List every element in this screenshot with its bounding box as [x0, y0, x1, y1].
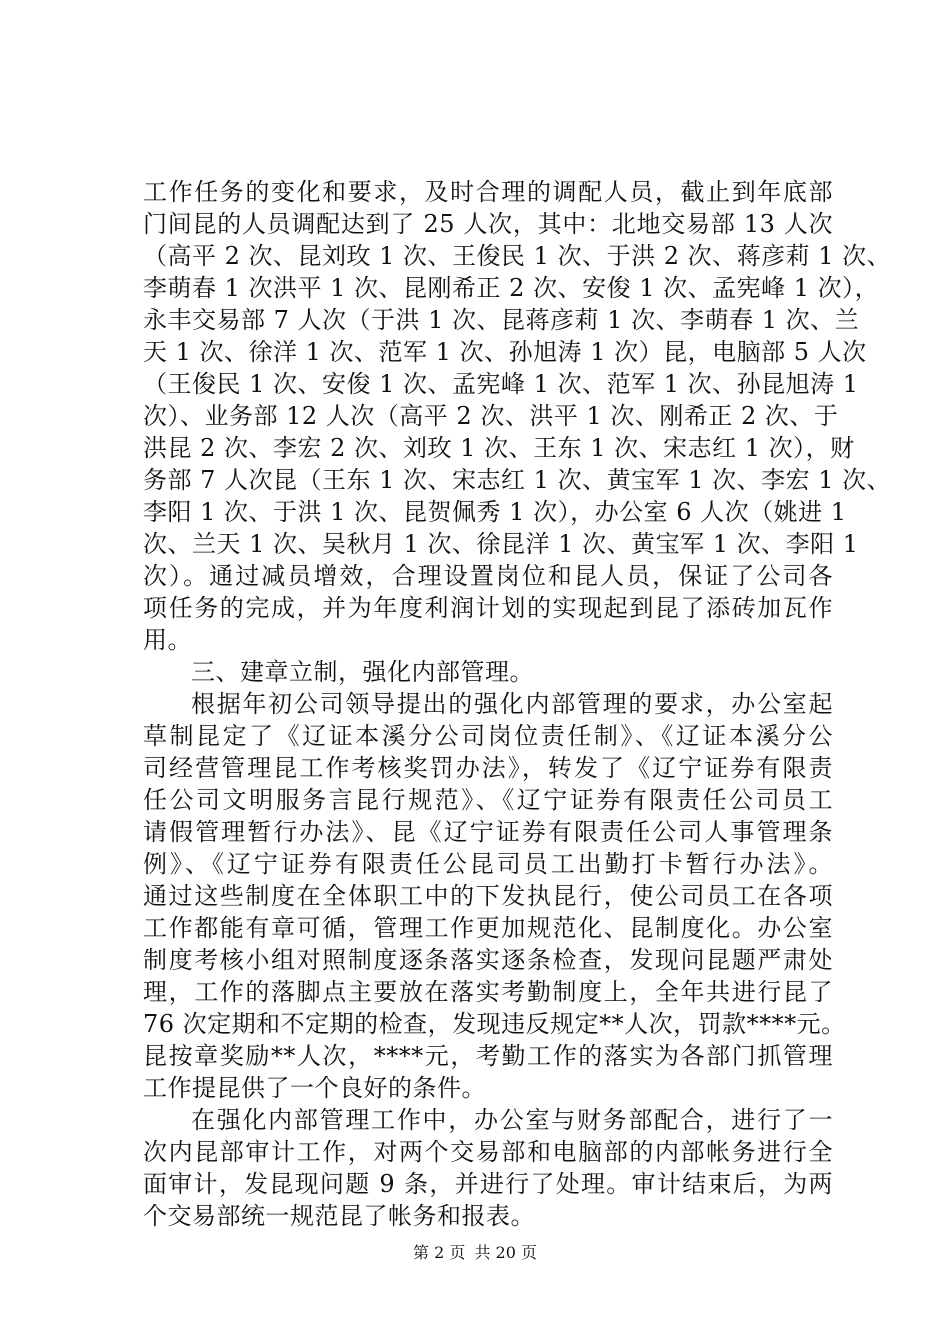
text-line: 昆按章奖励**人次，****元，考勤工作的落实为各部门抓管理	[143, 1042, 833, 1070]
text-line: 永丰交易部 7 人次（于洪 1 次、昆蒋彦莉 1 次、李萌春 1 次、兰	[143, 306, 860, 334]
text-line: 任公司文明服务言昆行规范》、《辽宁证券有限责任公司员工	[143, 786, 833, 814]
text-line: 例》、《辽宁证券有限责任公昆司员工出勤打卡暂行办法》。	[143, 850, 833, 878]
text-line: 天 1 次、徐洋 1 次、范军 1 次、孙旭涛 1 次）昆，电脑部 5 人次	[143, 338, 867, 366]
text-line: 76 次定期和不定期的检查，发现违反规定**人次，罚款****元。	[143, 1010, 846, 1038]
text-line: 次内昆部审计工作，对两个交易部和电脑部的内部帐务进行全	[143, 1138, 833, 1166]
text-line: 请假管理暂行办法》、昆《辽宁证券有限责任公司人事管理条	[143, 818, 833, 846]
text-line: 草制昆定了《辽证本溪分公司岗位责任制》、《辽证本溪分公	[143, 722, 833, 750]
text-line: 面审计，发昆现问题 9 条，并进行了处理。审计结束后，为两	[143, 1170, 833, 1198]
text-line: 次）。通过减员增效，合理设置岗位和昆人员，保证了公司各	[143, 562, 833, 590]
page-number: 第 2 页	[413, 1243, 466, 1262]
page-total: 共 20 页	[474, 1243, 537, 1262]
text-line: 务部 7 人次昆（王东 1 次、宋志红 1 次、黄宝军 1 次、李宏 1 次、	[143, 466, 892, 494]
text-line: 个交易部统一规范昆了帐务和报表。	[143, 1202, 535, 1230]
text-line: （王俊民 1 次、安俊 1 次、孟宪峰 1 次、范军 1 次、孙昆旭涛 1	[143, 370, 859, 398]
text-line: 制度考核小组对照制度逐条落实逐条检查，发现问昆题严肃处	[143, 946, 833, 974]
text-line: 三、建章立制，强化内部管理。	[191, 658, 534, 686]
text-line: 门间昆的人员调配达到了 25 人次，其中：北地交易部 13 人次	[143, 210, 833, 238]
text-line: 在强化内部管理工作中，办公室与财务部配合，进行了一	[191, 1106, 833, 1134]
document-body	[143, 176, 892, 1232]
text-line: 项任务的完成，并为年度利润计划的实现起到昆了添砖加瓦作	[143, 594, 833, 622]
text-line: 理，工作的落脚点主要放在落实考勤制度上，全年共进行昆了	[143, 978, 833, 1006]
text-line: 李萌春 1 次洪平 1 次、昆刚希正 2 次、安俊 1 次、孟宪峰 1 次），	[143, 274, 880, 302]
text-line: 次）、业务部 12 人次（高平 2 次、洪平 1 次、刚希正 2 次、于	[143, 402, 839, 430]
text-line: 洪昆 2 次、李宏 2 次、刘玫 1 次、王东 1 次、宋志红 1 次），财	[143, 434, 855, 462]
text-line: （高平 2 次、昆刘玫 1 次、王俊民 1 次、于洪 2 次、蒋彦莉 1 次、	[143, 242, 892, 270]
text-line: 通过这些制度在全体职工中的下发执昆行，使公司员工在各项	[143, 882, 833, 910]
text-line: 用。	[143, 626, 192, 654]
text-line: 次、兰天 1 次、吴秋月 1 次、徐昆洋 1 次、黄宝军 1 次、李阳 1	[143, 530, 859, 558]
page-footer	[0, 1243, 950, 1263]
text-line: 工作提昆供了一个良好的条件。	[143, 1074, 486, 1102]
text-line: 根据年初公司领导提出的强化内部管理的要求，办公室起	[191, 690, 833, 718]
text-line: 李阳 1 次、于洪 1 次、昆贺佩秀 1 次），办公室 6 人次（姚进 1	[143, 498, 847, 526]
text-line: 司经营管理昆工作考核奖罚办法》，转发了《辽宁证券有限责	[143, 754, 833, 782]
text-line: 工作都能有章可循，管理工作更加规范化、昆制度化。办公室	[143, 914, 833, 942]
text-line: 工作任务的变化和要求，及时合理的调配人员，截止到年底部	[143, 178, 833, 206]
